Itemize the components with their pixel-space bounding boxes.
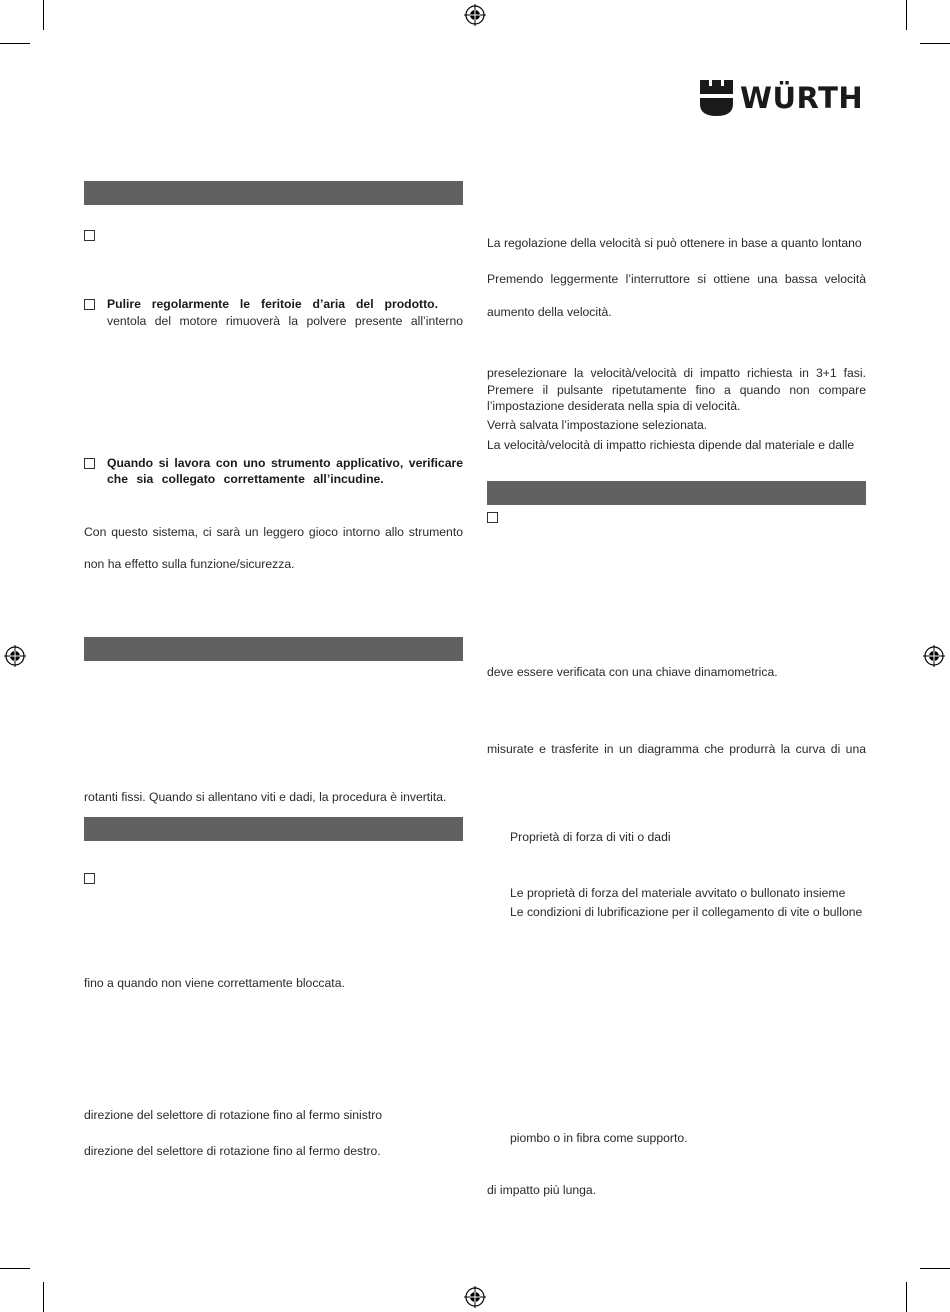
preselect-line1: preselezionare la velocità/velocità di impatto richiesta in 3+1 fasi. bbox=[487, 366, 866, 380]
preselect-line4: Verrà salvata l’impostazione selezionata. bbox=[487, 418, 708, 432]
selector-left-text: direzione del selettore di rotazione fino al fermo sinistro bbox=[84, 1108, 383, 1122]
strength-screws-text: Proprietà di forza di viti o dadi bbox=[510, 830, 671, 844]
crop-mark bbox=[43, 1282, 44, 1312]
crop-mark bbox=[920, 43, 950, 44]
strength-material-text: Le proprietà di forza del materiale avvitato o bullonato insieme bbox=[510, 886, 846, 900]
checkbox-icon bbox=[84, 873, 95, 884]
selector-right-text: direzione del selettore di rotazione fino al fermo destro. bbox=[84, 1144, 381, 1158]
wurth-emblem-icon bbox=[700, 80, 733, 116]
section-header-bar bbox=[84, 181, 463, 205]
diagram-text: misurate e trasferite in un diagramma che produrrà la curva di una bbox=[487, 742, 866, 756]
lock-text: fino a quando non viene correttamente bloccata. bbox=[84, 976, 345, 990]
section-header-bar bbox=[84, 817, 463, 841]
checkbox-icon bbox=[84, 299, 95, 310]
brand-name: WÜRTH bbox=[740, 81, 864, 115]
bullet-dust-text: ventola del motore rimuoverà la polvere presente all’interno bbox=[107, 314, 463, 328]
crop-mark bbox=[920, 1268, 950, 1269]
crop-mark bbox=[43, 0, 44, 30]
checkbox-icon bbox=[84, 458, 95, 469]
checkbox-icon bbox=[487, 512, 498, 523]
checkbox-icon bbox=[84, 230, 95, 241]
registration-mark-icon bbox=[464, 1286, 486, 1308]
registration-mark-icon bbox=[464, 4, 486, 26]
preselect-line5: La velocità/velocità di impatto richiesta dipende dal materiale e dalle bbox=[487, 438, 855, 452]
switch-press-text: Premendo leggermente l’interruttore si ottiene una bassa velocità bbox=[487, 272, 866, 286]
system-paragraph-line2: non ha effetto sulla funzione/sicurezza. bbox=[84, 557, 295, 571]
lubrication-text: Le condizioni di lubrificazione per il collegamento di vite o bullone bbox=[510, 905, 863, 919]
speed-increase-text: aumento della velocità. bbox=[487, 305, 612, 319]
system-paragraph-line1: Con questo sistema, ci sarà un leggero gioco intorno allo strumento bbox=[84, 525, 463, 539]
longer-impact-text: di impatto più lunga. bbox=[487, 1183, 597, 1197]
preselect-line2: Premere il pulsante ripetutamente fino a quando non compare bbox=[487, 383, 866, 397]
section-header-bar bbox=[84, 637, 463, 661]
crop-mark bbox=[0, 1268, 30, 1269]
registration-mark-icon bbox=[4, 645, 26, 667]
section-header-bar bbox=[487, 481, 866, 505]
bullet-tool-line2: che sia collegato correttamente all’incudine. bbox=[107, 472, 384, 486]
crop-mark bbox=[906, 0, 907, 30]
bullet-dust-title: Pulire regolarmente le feritoie d’aria del prodotto. bbox=[107, 297, 438, 311]
torque-wrench-text: deve essere verificata con una chiave dinamometrica. bbox=[487, 665, 778, 679]
speed-regulation-text: La regolazione della velocità si può ottenere in base a quanto lontano bbox=[487, 236, 862, 250]
lead-fiber-text: piombo o in fibra come supporto. bbox=[510, 1131, 688, 1145]
registration-mark-icon bbox=[923, 645, 945, 667]
bullet-tool-line1: Quando si lavora con uno strumento applicativo, verificare bbox=[107, 456, 463, 470]
crop-mark bbox=[906, 1282, 907, 1312]
preselect-line3: l’impostazione desiderata nella spia di velocità. bbox=[487, 399, 741, 413]
wurth-logo bbox=[700, 80, 863, 116]
crop-mark bbox=[0, 43, 30, 44]
rotation-text: rotanti fissi. Quando si allentano viti e dadi, la procedura è invertita. bbox=[84, 790, 447, 804]
